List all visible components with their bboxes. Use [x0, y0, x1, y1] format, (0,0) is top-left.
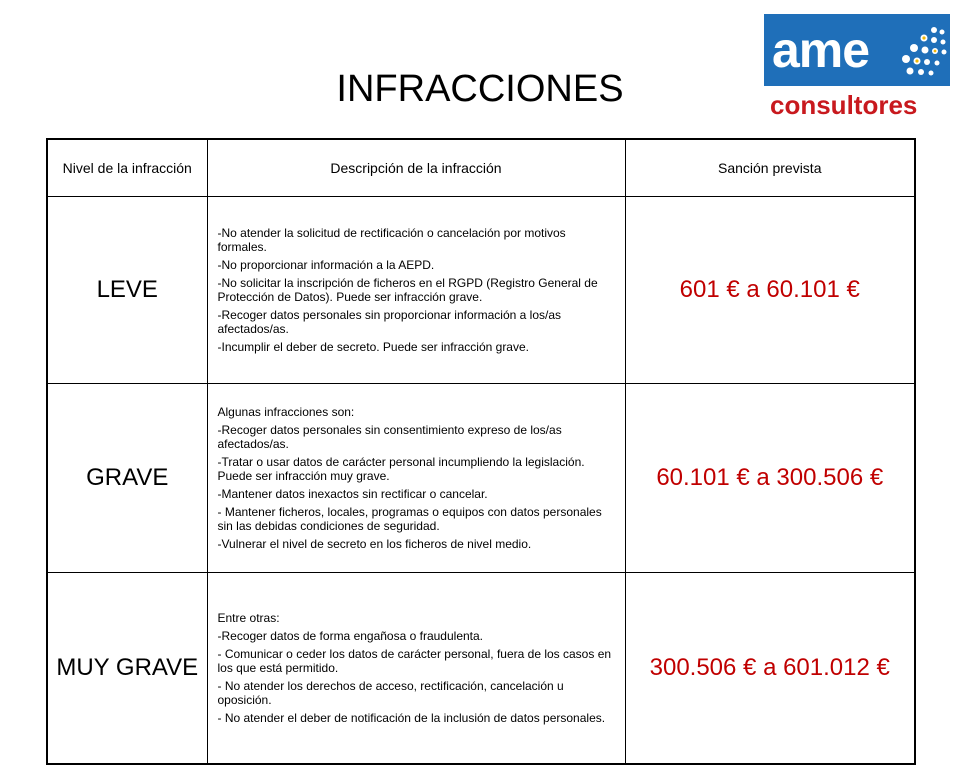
description-item: - Mantener ficheros, locales, programas o equipos con datos personales sin las debidas condiciones de seguridad.	[217, 505, 602, 533]
description-item: -Recoger datos de forma engañosa o fraudulenta.	[217, 629, 484, 643]
table-header-row	[47, 139, 915, 197]
logo-name: ame	[772, 22, 870, 78]
description-item: -Tratar o usar datos de carácter personal incumpliendo la legislación. Puede ser infracción muy grave.	[217, 455, 585, 483]
description-item: - Comunicar o ceder los datos de carácter personal, fuera de los casos en los que está permitido.	[217, 647, 612, 675]
sanction-cell: 60.101 € a 300.506 €	[625, 384, 915, 573]
header-sanction: Sanción prevista	[625, 139, 915, 197]
level-cell: LEVE	[47, 197, 207, 384]
header-level: Nivel de la infracción	[47, 139, 207, 197]
table-row	[47, 384, 915, 573]
description-item: -Recoger datos personales sin proporcionar información a los/as afectados/as.	[217, 308, 562, 336]
description-cell	[207, 197, 625, 384]
description-item: - No atender los derechos de acceso, rectificación, cancelación u oposición.	[217, 679, 564, 707]
level-cell: MUY GRAVE	[47, 573, 207, 765]
description-intro: Algunas infracciones son:	[217, 405, 355, 419]
table-row	[47, 573, 915, 765]
description-item: -Incumplir el deber de secreto. Puede ser infracción grave.	[217, 340, 529, 354]
logo-box	[764, 14, 950, 86]
description-cell	[207, 384, 625, 573]
sanction-cell: 300.506 € a 601.012 €	[625, 573, 915, 765]
description-item: -No atender la solicitud de rectificación o cancelación por motivos formales.	[217, 226, 566, 254]
description-cell	[207, 573, 625, 765]
description-item: -Vulnerar el nivel de secreto en los ficheros de nivel medio.	[217, 537, 532, 551]
description-intro: Entre otras:	[217, 611, 280, 625]
header-description: Descripción de la infracción	[207, 139, 625, 197]
infractions-table	[46, 138, 916, 765]
sanction-cell: 601 € a 60.101 €	[625, 197, 915, 384]
description-item: -Recoger datos personales sin consentimiento expreso de los/as afectados/as.	[217, 423, 562, 451]
description-item: -No solicitar la inscripción de ficheros en el RGPD (Registro General de Protección de Datos). Puede ser infracción grave.	[217, 276, 598, 304]
description-item: -No proporcionar información a la AEPD.	[217, 258, 435, 272]
logo-subtitle: consultores	[770, 90, 918, 120]
table-row	[47, 197, 915, 384]
logo-dots-icon	[894, 20, 950, 80]
page-title: INFRACCIONES	[336, 68, 624, 110]
description-item: -Mantener datos inexactos sin rectificar o cancelar.	[217, 487, 488, 501]
level-cell: GRAVE	[47, 384, 207, 573]
description-item: - No atender el deber de notificación de la inclusión de datos personales.	[217, 711, 606, 725]
company-logo	[764, 14, 950, 120]
